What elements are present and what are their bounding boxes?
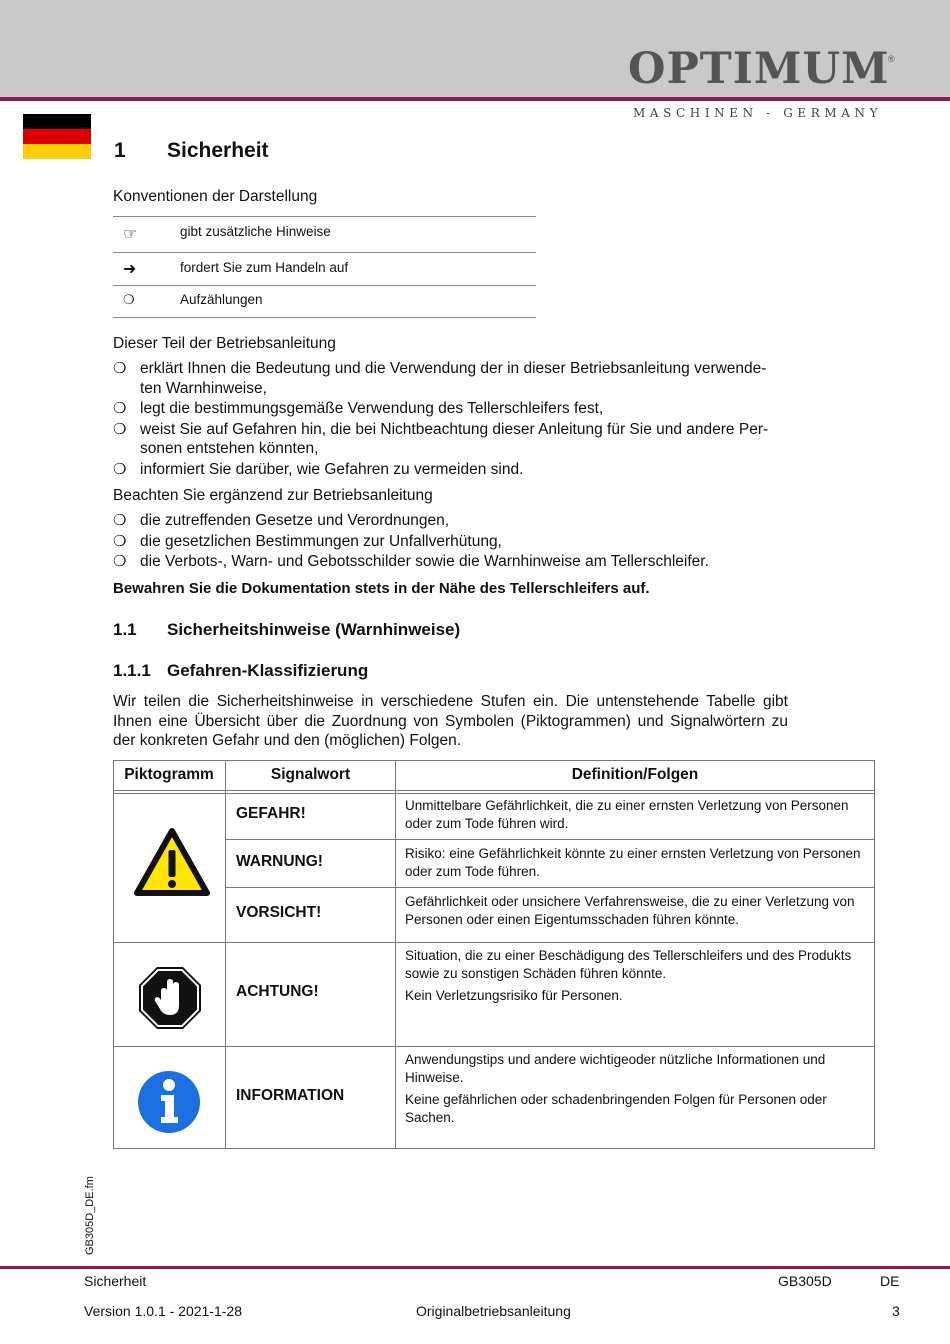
definition-text: Risiko: eine Gefährlichkeit könnte zu einer ernsten Verletzung von Personen oder zum Tode führen. (405, 846, 861, 879)
footer-doc-type: Originalbetriebsanleitung (416, 1303, 571, 1319)
signal-word: INFORMATION (236, 1087, 345, 1104)
file-name-label: GB305D_DE.fm (84, 1176, 96, 1255)
definition-text: Situation, die zu einer Beschädigung des Tellerschleifers und des Produkts sowie zu sonstigen Schäden führen könnte. (405, 948, 852, 981)
section-title: Sicherheitshinweise (Warnhinweise) (167, 620, 461, 639)
header-rule (0, 97, 950, 101)
list-item-text: weist Sie auf Gefahren hin, die bei Nichtbeachtung dieser Anleitung für Sie und andere Per- sonen entstehen könnten, (140, 420, 769, 457)
conventions-table (113, 216, 536, 318)
brand-tagline: MASCHINEN - GERMANY (633, 106, 883, 120)
list-item-text: die Verbots-, Warn- und Gebotsschilder sowie die Warnhinweise am Tellerschleifer. (140, 553, 709, 570)
observe-lead: Beachten Sie ergänzend zur Betriebsanleitung (113, 487, 433, 504)
signal-word: VORSICHT! (236, 904, 322, 921)
definition-text: Kein Verletzungsrisiko für Personen. (405, 988, 623, 1003)
footer-language: DE (880, 1273, 900, 1289)
bullet-circle-icon: ❍ (123, 292, 135, 307)
conventions-row (113, 252, 536, 285)
bullet-circle-icon: ❍ (113, 420, 127, 438)
definition-text: Anwendungstips und andere wichtigeoder nützliche Informationen und Hinweise. (405, 1052, 826, 1085)
conventions-heading: Konventionen der Darstellung (113, 188, 318, 205)
keep-docs-note: Bewahren Sie die Dokumentation stets in der Nähe des Tellerschleifers auf. (113, 580, 650, 597)
section-number: 1.1 (113, 620, 137, 639)
conventions-row (113, 285, 536, 318)
conventions-row (113, 216, 536, 252)
definition-cell (405, 893, 863, 933)
arrow-right-icon: ➜ (123, 261, 137, 278)
list-item (113, 399, 803, 419)
subsection-title: Gefahren-Klassifizierung (167, 661, 369, 680)
definition-cell (405, 1051, 863, 1131)
observe-list (113, 511, 803, 572)
intro-list (113, 359, 803, 479)
footer-section: Sicherheit (84, 1273, 147, 1289)
definition-text: Keine gefährlichen oder schadenbringenden Folgen für Personen oder Sachen. (405, 1092, 827, 1125)
registered-mark: ® (888, 54, 895, 64)
chapter-title: Sicherheit (167, 139, 269, 162)
column-header: Definition/Folgen (571, 766, 699, 783)
signal-word: WARNUNG! (236, 853, 323, 870)
intro-lead: Dieser Teil der Betriebsanleitung (113, 335, 336, 352)
stop-hand-icon (137, 965, 203, 1031)
list-item-text: erklärt Ihnen die Bedeutung und die Verwendung der in dieser Betriebsanleitung verwende- ten Warnhinweise, (140, 360, 767, 397)
warning-triangle-icon (134, 828, 210, 896)
list-item (113, 420, 803, 459)
list-item (113, 532, 803, 552)
intro-paragraph: Wir teilen die Sicherheitshinweise in verschiedene Stufen ein. Die untenstehende Tabelle gibt Ihnen eine Übersicht über die Zuordnung von Symbolen (Piktogrammen) und Signalwörtern zu der konkreten Gefahr und den (möglichen) Folgen. (113, 693, 788, 749)
chapter-number: 1 (114, 139, 126, 162)
list-item-text: informiert Sie darüber, wie Gefahren zu vermeiden sind. (140, 460, 524, 478)
pointing-hand-icon: ☞ (123, 226, 138, 243)
page-number: 3 (892, 1303, 900, 1319)
definition-text: Gefährlichkeit oder unsichere Verfahrensweise, die zu einer Verletzung von Personen oder einen Eigentumsschaden führen könnte. (405, 894, 855, 927)
footer-version: Version 1.0.1 - 2021-1-28 (84, 1303, 242, 1319)
german-flag-icon (23, 114, 91, 159)
list-item-text: legt die bestimmungsgemäße Verwendung des Tellerschleifers fest, (140, 400, 604, 417)
conventions-text: gibt zusätzliche Hinweise (180, 224, 331, 239)
column-header: Piktogramm (124, 766, 214, 783)
footer-rule (0, 1266, 950, 1269)
definition-cell (405, 845, 863, 885)
signal-word: ACHTUNG! (236, 983, 319, 1000)
conventions-text: fordert Sie zum Handeln auf (180, 260, 349, 275)
list-item (113, 460, 803, 480)
list-item (113, 359, 803, 398)
bullet-circle-icon: ❍ (113, 400, 127, 417)
signal-word: GEFAHR! (236, 805, 306, 822)
hazard-table (113, 760, 875, 1149)
definition-text: Unmittelbare Gefährlichkeit, die zu einer ernsten Verletzung von Personen oder zum Tode führen wird. (405, 798, 849, 831)
bullet-circle-icon: ❍ (113, 553, 127, 570)
bullet-circle-icon: ❍ (113, 360, 127, 377)
bullet-circle-icon: ❍ (113, 460, 127, 478)
column-header: Signalwort (270, 766, 351, 783)
definition-cell (405, 797, 863, 837)
list-item (113, 552, 803, 572)
bullet-circle-icon: ❍ (113, 532, 127, 550)
definition-cell (405, 947, 863, 1010)
bullet-circle-icon: ❍ (113, 512, 127, 529)
list-item-text: die gesetzlichen Bestimmungen zur Unfallverhütung, (140, 532, 502, 550)
conventions-text: Aufzählungen (180, 292, 263, 307)
brand-logo: OPTIMUM (628, 44, 890, 94)
footer-model: GB305D (778, 1273, 832, 1289)
list-item (113, 511, 803, 531)
list-item-text: die zutreffenden Gesetze und Verordnungen, (140, 512, 450, 529)
information-icon (137, 1070, 201, 1134)
subsection-number: 1.1.1 (113, 661, 151, 680)
